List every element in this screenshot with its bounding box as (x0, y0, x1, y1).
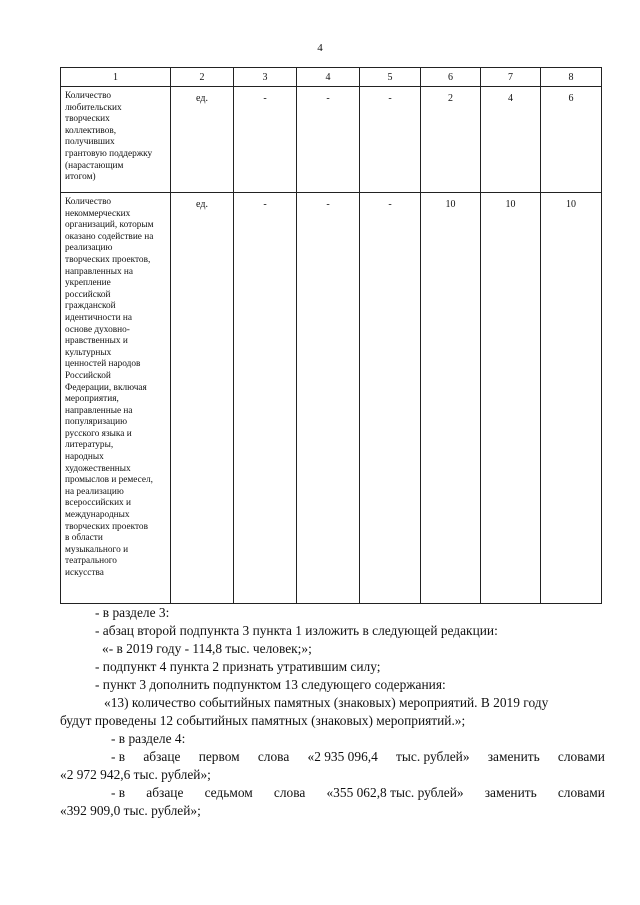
description-line: Российской (65, 370, 111, 381)
description-line: оказано содействие на (65, 231, 154, 242)
header-cell: 1 (61, 68, 171, 87)
description-line: Федерации, включая (65, 382, 147, 393)
paragraph-line: «- в 2019 году - 114,8 тыс. человек;»; (102, 641, 312, 656)
value-cell: 4 (481, 87, 541, 193)
word: слова (273, 785, 306, 800)
description-line: мероприятия, (65, 394, 119, 405)
paragraph-line: - подпункт 4 пункта 2 признать утратившим силу; (95, 659, 381, 674)
description-line: творческих проектов (65, 521, 148, 532)
paragraph-line-justified (111, 748, 605, 766)
description-line: русского языка и (65, 428, 132, 439)
description-line: всероссийских и (65, 498, 131, 509)
paragraph-line: - в разделе 4: (111, 731, 186, 746)
description-line: музыкального и (65, 544, 129, 555)
description-line: ценностей народов (65, 359, 141, 370)
paragraph-line: - пункт 3 дополнить подпунктом 13 следующего содержания: (95, 677, 446, 692)
description-line: творческих проектов, (65, 254, 151, 265)
word: словами (557, 749, 605, 764)
description-line: гражданской (65, 301, 116, 312)
description-line: театрального (65, 556, 117, 567)
value-cell: 10 (541, 193, 602, 604)
paragraph-line: будут проведены 12 событийных памятных (знаковых) мероприятий.»; (60, 713, 466, 728)
value-cell: - (360, 87, 421, 193)
description-line: литературы, (65, 440, 114, 451)
indicator-description (61, 193, 171, 604)
value-cell: - (297, 87, 360, 193)
description-line: организаций, которым (65, 220, 154, 231)
description-line: основе духовно- (65, 324, 130, 335)
description-line: Количество (65, 91, 112, 101)
description-line: искусства (65, 568, 104, 578)
table-row (61, 87, 602, 193)
description-line: коллективов, (65, 125, 117, 136)
description-line: укрепление (65, 278, 111, 289)
description-line: получивших (65, 137, 115, 148)
value-cell: - (297, 193, 360, 604)
word: слова (257, 749, 290, 764)
page-number: 4 (317, 42, 323, 54)
description-line: некоммерческих (65, 208, 131, 219)
table-header-row (61, 68, 602, 87)
header-cell: 6 (421, 68, 481, 87)
description-line: направленные на (65, 405, 133, 416)
description-line: нравственных и (65, 336, 128, 347)
indicator-description (61, 87, 171, 193)
paragraph-line: - абзац второй подпункта 3 пункта 1 изложить в следующей редакции: (95, 623, 498, 638)
description-line: в области (65, 533, 103, 544)
table-row (61, 193, 602, 604)
description-line: российской (65, 289, 111, 300)
header-cell: 2 (171, 68, 234, 87)
header-cell: 5 (360, 68, 421, 87)
description-line: международных (65, 510, 130, 521)
unit-cell: ед. (171, 87, 234, 193)
description-line: промыслов и ремесел, (65, 475, 153, 486)
paragraph-line: «2 972 942,6 тыс. рублей»; (60, 767, 211, 782)
description-line: творческих (65, 114, 110, 125)
word: абзаце (143, 749, 181, 764)
paragraph-line: - в разделе 3: (95, 605, 170, 620)
unit-cell: ед. (171, 193, 234, 604)
value-cell: 10 (421, 193, 481, 604)
description-line: идентичности на (65, 312, 132, 323)
description-line: художественных (65, 463, 131, 474)
description-line: направленных на (65, 266, 134, 277)
paragraph-line: «13) количество событийных памятных (знаковых) мероприятий. В 2019 году (104, 695, 549, 710)
value-cell: - (234, 87, 297, 193)
header-cell: 7 (481, 68, 541, 87)
word: «355 062,8 тыс. рублей» (326, 785, 464, 800)
word: тыс. рублей» (396, 749, 470, 764)
word: - в (111, 749, 126, 764)
value-cell: 2 (421, 87, 481, 193)
description-line: народных (65, 452, 104, 463)
word: седьмом (204, 785, 253, 800)
description-line: грантовую поддержку (65, 148, 153, 159)
description-line: итогом) (65, 172, 96, 183)
value-cell: 10 (481, 193, 541, 604)
value-cell: - (234, 193, 297, 604)
description-line: культурных (65, 347, 112, 358)
description-line: реализацию (65, 243, 113, 254)
word: словами (557, 785, 605, 800)
word: - в (111, 785, 126, 800)
paragraph-line: «392 909,0 тыс. рублей»; (60, 803, 201, 818)
description-line: Количество (65, 197, 112, 207)
indicators-table (60, 67, 602, 604)
value-cell: - (360, 193, 421, 604)
description-line: любительских (65, 102, 122, 113)
description-line: популяризацию (65, 417, 128, 428)
word: «2 935 096,4 (307, 749, 378, 764)
description-line: (нарастающим (65, 160, 124, 171)
word: заменить (487, 749, 540, 764)
header-cell: 8 (541, 68, 602, 87)
description-line: на реализацию (65, 486, 124, 497)
word: заменить (484, 785, 537, 800)
word: первом (198, 749, 240, 764)
paragraph-line-justified (111, 784, 605, 802)
value-cell: 6 (541, 87, 602, 193)
header-cell: 4 (297, 68, 360, 87)
word: абзаце (146, 785, 184, 800)
header-cell: 3 (234, 68, 297, 87)
